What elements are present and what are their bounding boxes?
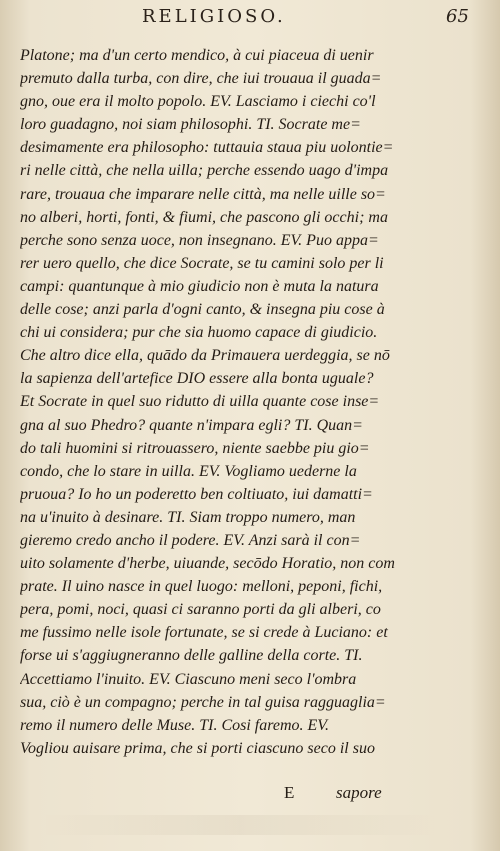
text-line: Vogliou auisare prima, che si porti ciascuno seco il suo: [20, 739, 375, 757]
text-line: pera, pomi, noci, quasi ci saranno porti da gli alberi, co: [20, 601, 381, 619]
text-line: me fussimo nelle isole fortunate, se si crede à Luciano: et: [20, 624, 388, 642]
text-line: condo, che lo stare in uilla. EV. Vogliamo uederne la: [20, 462, 357, 480]
text-line: Platone; ma d'un certo mendico, à cui piaceua di uenir: [20, 47, 374, 64]
text-line: Che altro dice ella, quādo da Primauera uerdeggia, se nō: [20, 347, 390, 365]
text-line: remo il numero delle Muse. TI. Cosi faremo. EV.: [20, 716, 330, 734]
text-line: pruoua? Io ho un poderetto ben coltiuato, iui damatti=: [20, 485, 373, 503]
signature-mark: E: [284, 783, 295, 802]
text-line: rer uero quello, che dice Socrate, se tu camini solo per li: [20, 254, 384, 272]
text-line: no alberi, horti, fonti, & fiumi, che pascono gli occhi; ma: [20, 208, 388, 226]
text-line: na u'inuito à desinare. TI. Siam troppo numero, man: [20, 508, 356, 526]
text-line: la sapienza dell'artefice DIO essere alla bonta uguale?: [20, 370, 374, 388]
text-line: campi: quantunque à mio giudicio non è muta la natura: [20, 277, 379, 295]
text-block: [20, 44, 482, 760]
text-line: rare, trouaua che imparare nelle città, ma nelle uille so=: [20, 185, 386, 203]
text-line: do tali huomini si ritrouassero, niente saebbe piu gio=: [20, 439, 370, 457]
text-line: premuto dalla turba, con dire, che iui trouaua il guada=: [20, 70, 382, 88]
text-line: delle cose; anzi parla d'ogni canto, & insegna piu cose à: [20, 301, 385, 319]
running-title: RELIGIOSO.: [142, 6, 286, 27]
text-line: desimamente era philosopho: tuttauia staua piu uolontie=: [20, 139, 394, 157]
text-line: loro guadagno, noi siam philosophi. TI. Socrate me=: [20, 116, 361, 134]
text-line: Accettiamo l'inuito. EV. Ciascuno meni seco l'ombra: [20, 670, 357, 688]
text-line: sua, ciò è un compagno; perche in tal guisa ragguaglia=: [20, 693, 386, 711]
text-line: perche sono senza uoce, non insegnano. EV. Puo appa=: [20, 231, 379, 249]
text-line: Et Socrate in quel suo ridutto di uilla quante cose inse=: [20, 393, 380, 411]
text-line: gna al suo Phedro? quante n'impara egli? TI. Quan=: [20, 416, 363, 434]
paper-stain: [40, 815, 440, 835]
text-line: gno, oue era il molto popolo. EV. Lasciamo i ciechi co'l: [20, 93, 376, 111]
catchword: sapore: [336, 783, 382, 802]
text-line: prate. Il uino nasce in quel luogo: melloni, peponi, fichi,: [20, 578, 383, 596]
text-line: uito solamente d'herbe, uiuande, secōdo Horatio, non com: [20, 555, 395, 573]
text-line: chi ui considera; pur che sia huomo capace di giudicio.: [20, 324, 378, 342]
footer-line: [0, 783, 500, 809]
text-line: ri nelle città, che nella uilla; perche essendo uago d'impa: [20, 162, 389, 180]
running-head: [0, 4, 500, 34]
page-number: 65: [446, 6, 469, 27]
text-line: forse ui s'aggiugneranno delle galline della corte. TI.: [20, 647, 363, 665]
text-line: gieremo credo ancho il podere. EV. Anzi sarà il con=: [20, 531, 361, 549]
